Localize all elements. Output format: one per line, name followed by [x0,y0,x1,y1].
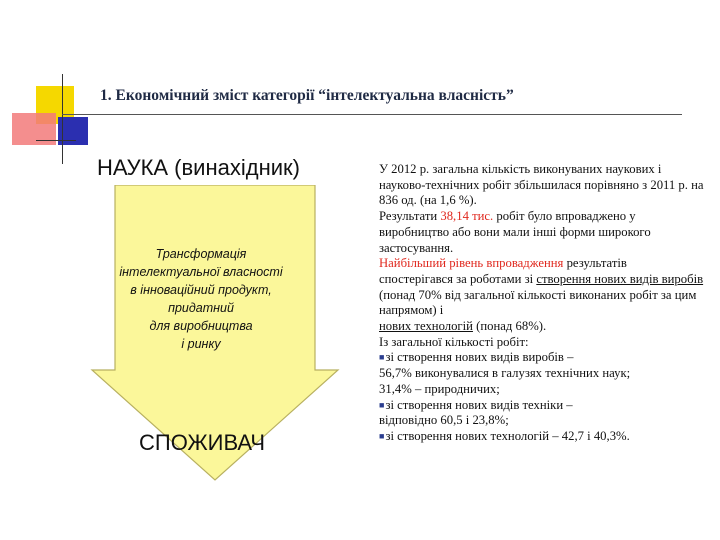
arrow-line-1: Трансформація [155,247,247,261]
arrow-line-5: для виробництва [149,319,253,333]
square-bullet-icon: ■ [379,430,385,441]
slide-title: 1. Економічний зміст категорії “інтелектуальна власність” [100,87,514,104]
p2-text-b: робіт було впроваджено у виробництво або вони мали інші форми широкого застосування. [379,209,651,255]
p2-highlight: 38,14 тис. [440,209,494,224]
square-bullet-icon: ■ [379,399,385,410]
p3-text-c: (понад 68%). [472,319,547,334]
consumer-label: СПОЖИВАЧ [139,430,266,455]
arrow-line-6: і ринку [181,337,221,351]
p2-text-a: Результати [379,209,441,224]
paragraph-4: Із загальної кількості робіт: [379,334,529,349]
p3-text-a: результатів спостерігався за роботами зі [379,256,627,286]
bullet-2-cont: відповідно 60,5 і 23,8%; [379,413,509,428]
transformation-text [110,245,292,353]
paragraph-3 [379,256,704,335]
arrow-line-2: інтелектуальної власності [119,265,283,279]
bullet-item-3 [379,429,704,445]
p3-underlined-products: створення нових видів виробів [536,271,704,286]
p3-text-b: (понад 70% від загальної кількості виконаних робіт за цим напрямом) і [379,287,697,318]
arrow-line-3: в інноваційний продукт, [130,283,272,297]
title-underline [62,114,682,115]
deco-short-line [36,140,76,141]
bullet-item-2 [379,398,704,414]
bullet-1-text: зі створення нових видів виробів – [385,350,574,365]
bullet-1-cont-1: 56,7% виконувалися в галузях технічних наук; [379,366,631,381]
paragraph-2 [379,209,704,256]
p3-highlight: Найбільший рівень впровадження [379,256,564,271]
bullet-item-1 [379,350,704,366]
bullet-3-text: зі створення нових технологій – 42,7 і 40,3%. [385,428,630,443]
paragraph-1: У 2012 р. загальна кількість виконуваних наукових і науково-технічних робіт збільшилася порівняно з 2011 р. на 836 од. (на 1,6 %). [379,162,704,208]
bullet-1-cont-2: 31,4% – природничих; [379,381,500,396]
arrow-line-4: придатний [168,301,234,315]
bullet-2-text: зі створення нових видів техніки – [385,397,573,412]
square-bullet-icon: ■ [379,352,385,363]
deco-vertical-line [62,74,63,164]
p3-underlined-technologies: нових технологій [379,319,473,334]
science-label: НАУКА (винахідник) [97,155,300,180]
statistics-text [379,162,704,445]
